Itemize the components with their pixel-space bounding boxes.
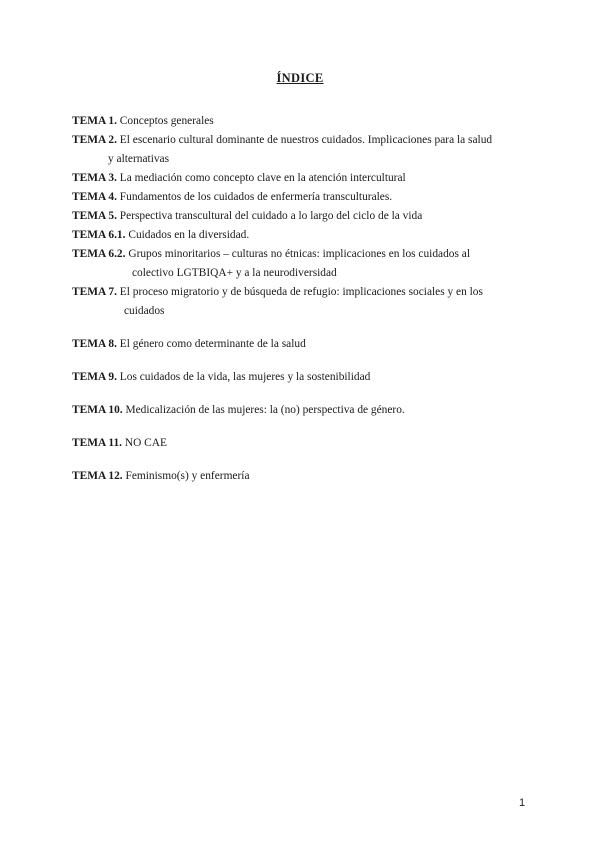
toc-entry-text: Medicalización de las mujeres: la (no) perspectiva de género. xyxy=(125,404,405,416)
toc-entry-tema-9 xyxy=(72,368,542,387)
spacer xyxy=(72,354,542,368)
toc-entry-number: TEMA 11. xyxy=(72,437,122,449)
page-number: 1 xyxy=(519,797,526,809)
toc-entry-text: Feminismo(s) y enfermería xyxy=(125,470,250,482)
toc-entry-number: TEMA 9. xyxy=(72,371,117,383)
toc-entry-number: TEMA 6.2. xyxy=(72,248,126,260)
toc-entry-continuation: cuidados xyxy=(124,305,165,317)
toc-entry-tema-7 xyxy=(72,283,542,321)
toc-entry-number: TEMA 10. xyxy=(72,404,123,416)
toc-entry-tema-12 xyxy=(72,467,542,486)
toc-entry-tema-2 xyxy=(72,131,542,169)
toc-entry-tema-3 xyxy=(72,169,542,188)
toc-entry-number: TEMA 12. xyxy=(72,470,123,482)
toc-entry-tema-6-2 xyxy=(72,245,542,283)
toc-entry-number: TEMA 7. xyxy=(72,286,117,298)
toc-entry-number: TEMA 3. xyxy=(72,172,117,184)
toc-entry-text: Los cuidados de la vida, las mujeres y la sostenibilidad xyxy=(119,371,371,383)
toc-entry-number: TEMA 2. xyxy=(72,134,117,146)
toc-entry-tema-6-1 xyxy=(72,226,542,245)
toc-entry-continuation: colectivo LGTBIQA+ y a la neurodiversidad xyxy=(132,267,337,279)
toc-entry-tema-4 xyxy=(72,188,542,207)
toc-entry-number: TEMA 8. xyxy=(72,338,117,350)
toc-entry-continuation: y alternativas xyxy=(108,153,170,165)
toc-entry-number: TEMA 4. xyxy=(72,191,117,203)
table-of-contents xyxy=(72,112,542,486)
toc-entry-text: El género como determinante de la salud xyxy=(119,338,306,350)
toc-entry-text: Conceptos generales xyxy=(119,115,214,127)
toc-entry-tema-5 xyxy=(72,207,542,226)
spacer xyxy=(72,321,542,335)
toc-entry-text: Grupos minoritarios – culturas no étnicas: implicaciones en los cuidados al xyxy=(128,248,470,260)
toc-entry-tema-1 xyxy=(72,112,542,131)
toc-entry-number: TEMA 5. xyxy=(72,210,117,222)
toc-entry-text: La mediación como concepto clave en la atención intercultural xyxy=(119,172,406,184)
toc-entry-tema-8 xyxy=(72,335,542,354)
toc-entry-text: Fundamentos de los cuidados de enfermería transculturales. xyxy=(119,191,393,203)
toc-entry-text: El escenario cultural dominante de nuestros cuidados. Implicaciones para la salud xyxy=(119,134,493,146)
toc-entry-tema-10 xyxy=(72,401,542,420)
toc-entry-tema-11 xyxy=(72,434,542,453)
toc-entry-number: TEMA 1. xyxy=(72,115,117,127)
toc-entry-text: NO CAE xyxy=(124,437,167,449)
toc-entry-text: Cuidados en la diversidad. xyxy=(128,229,250,241)
spacer xyxy=(72,387,542,401)
page-title: ÍNDICE xyxy=(276,71,324,85)
toc-entry-text: Perspectiva transcultural del cuidado a lo largo del ciclo de la vida xyxy=(119,210,423,222)
toc-entry-text: El proceso migratorio y de búsqueda de refugio: implicaciones sociales y en los xyxy=(119,286,483,298)
toc-entry-number: TEMA 6.1. xyxy=(72,229,126,241)
spacer xyxy=(72,453,542,467)
spacer xyxy=(72,420,542,434)
